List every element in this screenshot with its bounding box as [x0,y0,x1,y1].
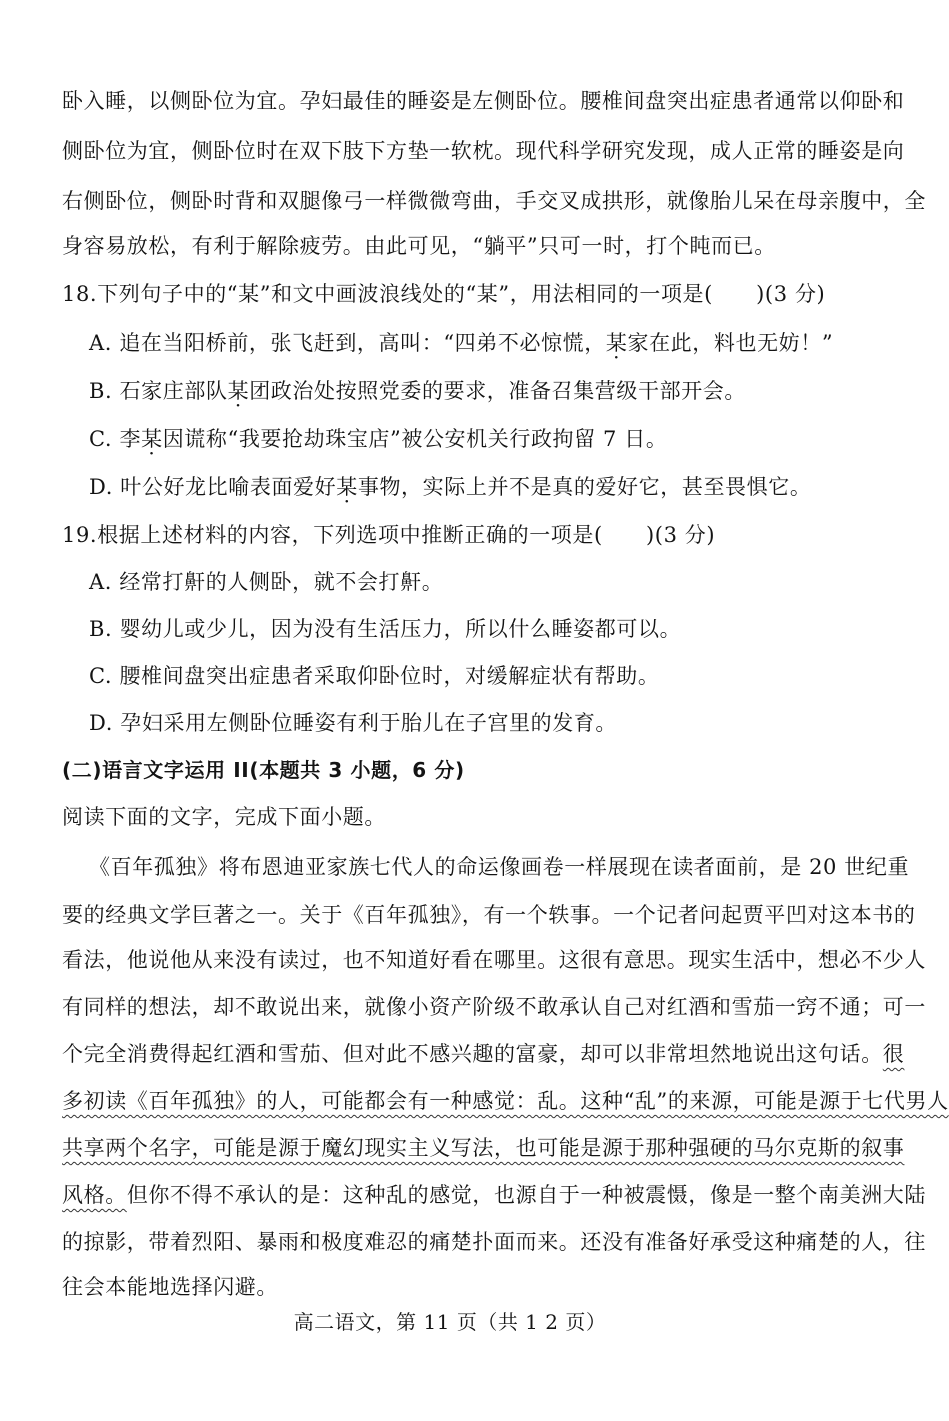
passage1-line-2: 侧卧位为宜，侧卧位时在双下肢下方垫一软枕。现代科学研究发现，成人正常的睡姿是向 [62,139,905,163]
wavy-underlined-text: 风格。 [62,1183,127,1207]
passage2-line-6: 多初读《百年孤独》的人，可能都会有一种感觉：乱。这种“乱”的来源，可能是源于七代男人 [62,1089,949,1113]
passage2-line-8 [62,1180,927,1210]
emphasis-mark: 某 [227,379,250,403]
plain-text: 个完全消费得起红酒和雪茄、但对此不感兴趣的富豪，却可以非常坦然地说出这句话。 [62,1042,883,1066]
passage2-line-4: 有同样的想法，却不敢说出来，就像小资产阶级不敢承认自己对红酒和雪茄一窍不通；可一 [62,995,926,1019]
question-18-option-a [89,328,889,358]
passage1-line-3: 右侧卧位，侧卧时背和双腿像弓一样微微弯曲，手交叉成拱形，就像胎儿呆在母亲腹中，全 [62,189,926,213]
question-18-option-c [89,424,889,454]
section-2-heading: (二)语言文字运用 II(本题共 3 小题，6 分) [62,758,465,782]
question-18-option-d [89,472,889,502]
question-19-option-d: D. 孕妇采用左侧卧位睡姿有利于胎儿在子宫里的发育。 [89,711,618,735]
section-2-instruction: 阅读下面的文字，完成下面小题。 [62,805,386,829]
question-19-option-b: B. 婴幼儿或少儿，因为没有生活压力，所以什么睡姿都可以。 [89,617,682,641]
emphasis-mark: 某 [605,331,628,355]
option-text: 因谎称“我要抢劫珠宝店”被公安机关行政拘留 7 日。 [162,427,668,451]
option-text: D. 叶公好龙比喻表面爱好 [89,475,337,499]
emphasis-mark: 某 [336,475,358,499]
passage2-line-7: 共享两个名字，可能是源于魔幻现实主义写法，也可能是源于那种强硬的马尔克斯的叙事 [62,1136,905,1160]
passage2-line-10: 往会本能地选择闪避。 [62,1275,278,1299]
question-19-option-c: C. 腰椎间盘突出症患者采取仰卧位时，对缓解症状有帮助。 [89,664,660,688]
passage2-line-9: 的掠影，带着烈阳、暴雨和极度难忍的痛楚扑面而来。还没有准备好承受这种痛楚的人，往 [62,1230,926,1254]
passage1-line-1: 卧入睡，以侧卧位为宜。孕妇最佳的睡姿是左侧卧位。腰椎间盘突出症患者通常以仰卧和 [62,89,905,113]
option-text: A. 追在当阳桥前，张飞赶到，高叫：“四弟不必惊慌， [89,331,606,355]
page-footer: 高二语文，第 11 页（共 1 2 页） [293,1310,607,1334]
passage2-line-2: 要的经典文学巨著之一。关于《百年孤独》，有一个轶事。一个记者问起贾平凹对这本书的 [62,903,916,927]
question-18-option-b [89,376,889,406]
option-text: C. 李 [89,427,142,451]
option-text: 团政治处按照党委的要求，准备召集营级干部开会。 [249,379,747,403]
question-19-option-a: A. 经常打鼾的人侧卧，就不会打鼾。 [89,570,444,594]
wavy-underlined-text: 很 [882,1042,905,1066]
question-19-stem: 19.根据上述材料的内容，下列选项中推断正确的一项是( )(3 分) [62,523,716,547]
question-18-stem: 18.下列句子中的“某”和文中画波浪线处的“某”，用法相同的一项是( )(3 分) [62,282,826,306]
passage2-line-5 [62,1039,905,1069]
option-text: B. 石家庄部队 [89,379,228,403]
plain-text: 但你不得不承认的是：这种乱的感觉，也源自于一种被震慑，像是一整个南美洲大陆 [126,1183,927,1207]
passage2-line-3: 看法，他说他从来没有读过，也不知道好看在哪里。这很有意思。现实生活中，想必不少人 [62,948,926,972]
option-text: 事物，实际上并不是真的爱好它，甚至畏惧它。 [357,475,812,499]
passage1-line-4: 身容易放松，有利于解除疲劳。由此可见，“躺平”只可一时，打个盹而已。 [62,234,776,258]
option-text: 家在此，料也无妨！” [627,331,834,355]
passage2-line-1: 《百年孤独》将布恩迪亚家族七代人的命运像画卷一样展现在读者面前，是 20 世纪重 [89,855,910,879]
emphasis-mark: 某 [141,427,163,451]
